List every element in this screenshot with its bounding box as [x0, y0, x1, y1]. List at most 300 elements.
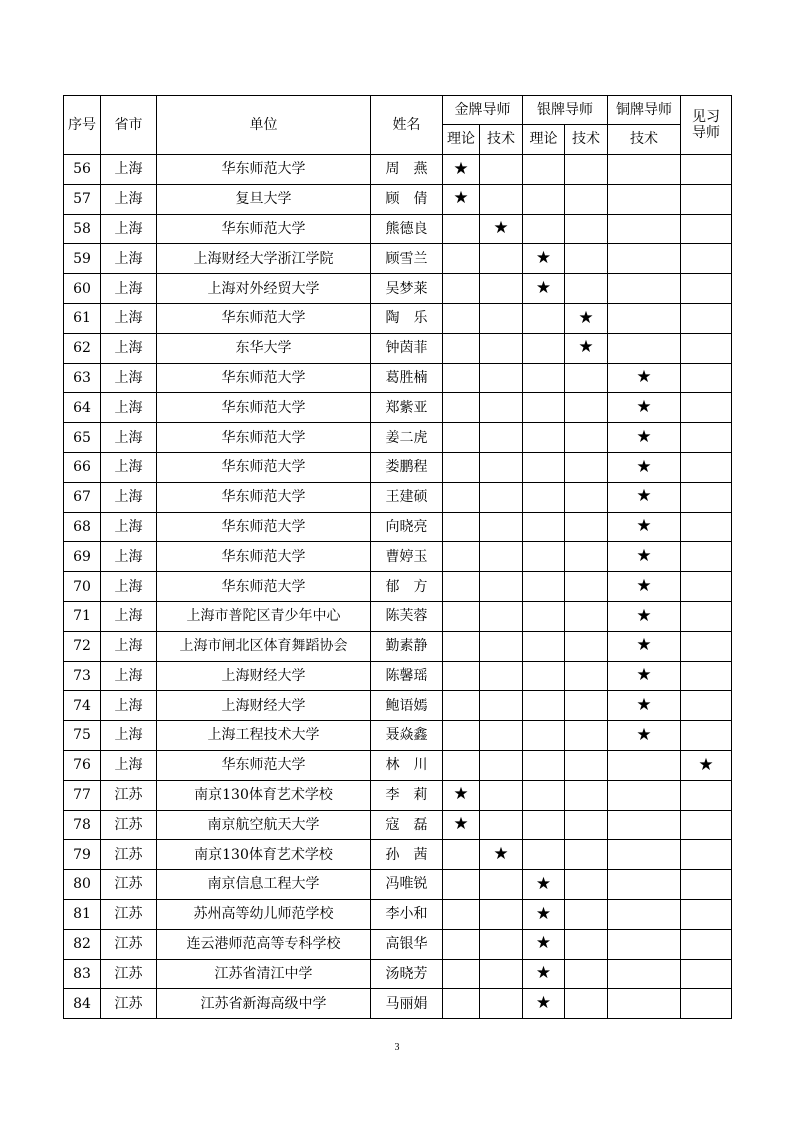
header-silver: 银牌导师	[523, 96, 608, 125]
cell-gold-theory	[443, 721, 480, 751]
cell-silver-theory	[523, 631, 565, 661]
cell-bronze-tech	[608, 482, 681, 512]
row-province: 江苏	[101, 810, 157, 840]
cell-bronze-tech	[608, 989, 681, 1019]
row-province: 上海	[101, 363, 157, 393]
row-province: 上海	[101, 631, 157, 661]
row-province: 上海	[101, 452, 157, 482]
star-icon: ★	[535, 873, 552, 894]
cell-bronze-tech	[608, 631, 681, 661]
row-seq: 77	[64, 780, 101, 810]
cell-intern	[681, 810, 732, 840]
cell-gold-tech	[480, 631, 523, 661]
cell-intern	[681, 780, 732, 810]
star-icon: ★	[535, 963, 552, 984]
star-icon: ★	[453, 158, 469, 179]
cell-silver-tech	[565, 929, 608, 959]
row-province: 上海	[101, 691, 157, 721]
row-name: 林 川	[371, 750, 443, 780]
row-unit: 华东师范大学	[157, 423, 371, 453]
star-icon: ★	[636, 516, 652, 537]
row-province: 上海	[101, 542, 157, 572]
cell-bronze-tech	[608, 303, 681, 333]
row-seq: 64	[64, 393, 101, 423]
row-seq: 72	[64, 631, 101, 661]
table-row	[64, 542, 732, 572]
cell-bronze-tech	[608, 870, 681, 900]
table-row	[64, 840, 732, 870]
star-icon: ★	[578, 337, 594, 358]
star-icon: ★	[636, 635, 652, 656]
cell-silver-tech	[565, 810, 608, 840]
row-province: 上海	[101, 303, 157, 333]
row-name: 姜二虎	[371, 423, 443, 453]
row-seq: 67	[64, 482, 101, 512]
header-bronze-tech: 技术	[608, 125, 681, 155]
row-unit: 华东师范大学	[157, 452, 371, 482]
cell-gold-theory	[443, 989, 480, 1019]
row-seq: 59	[64, 244, 101, 274]
star-icon: ★	[453, 784, 469, 805]
cell-silver-theory	[523, 661, 565, 691]
row-unit: 东华大学	[157, 333, 371, 363]
cell-gold-tech	[480, 512, 523, 542]
row-province: 上海	[101, 214, 157, 244]
header-name: 姓名	[371, 96, 443, 155]
star-icon: ★	[636, 575, 652, 596]
row-unit: 华东师范大学	[157, 542, 371, 572]
mentor-table	[63, 95, 732, 1019]
cell-bronze-tech	[608, 214, 681, 244]
cell-intern	[681, 572, 732, 602]
row-unit: 上海财经大学	[157, 691, 371, 721]
cell-gold-theory	[443, 661, 480, 691]
row-seq: 81	[64, 899, 101, 929]
row-name: 葛胜楠	[371, 363, 443, 393]
cell-gold-theory	[443, 691, 480, 721]
cell-silver-theory	[523, 274, 565, 304]
star-icon: ★	[636, 665, 652, 686]
row-unit: 华东师范大学	[157, 155, 371, 185]
cell-intern	[681, 870, 732, 900]
cell-silver-tech	[565, 661, 608, 691]
cell-silver-tech	[565, 482, 608, 512]
row-name: 顾雪兰	[371, 244, 443, 274]
cell-gold-tech	[480, 899, 523, 929]
cell-silver-theory	[523, 214, 565, 244]
row-name: 陶 乐	[371, 303, 443, 333]
cell-silver-theory	[523, 899, 565, 929]
row-unit: 复旦大学	[157, 184, 371, 214]
row-unit: 华东师范大学	[157, 750, 371, 780]
cell-bronze-tech	[608, 452, 681, 482]
row-province: 江苏	[101, 840, 157, 870]
page-number: 3	[394, 1042, 400, 1053]
header-seq: 序号	[64, 96, 101, 155]
cell-gold-tech	[480, 303, 523, 333]
star-icon: ★	[453, 188, 469, 209]
cell-silver-tech	[565, 512, 608, 542]
cell-silver-theory	[523, 303, 565, 333]
table-row	[64, 989, 732, 1019]
cell-silver-theory	[523, 780, 565, 810]
cell-silver-theory	[523, 512, 565, 542]
cell-gold-theory	[443, 601, 480, 631]
cell-gold-theory	[443, 929, 480, 959]
row-name: 陈芙蓉	[371, 601, 443, 631]
row-seq: 65	[64, 423, 101, 453]
row-unit: 上海市闸北区体育舞蹈协会	[157, 631, 371, 661]
cell-gold-tech	[480, 244, 523, 274]
header-silver-theory: 理论	[523, 125, 565, 155]
header-unit: 单位	[157, 96, 371, 155]
table-row	[64, 482, 732, 512]
cell-silver-tech	[565, 214, 608, 244]
cell-intern	[681, 363, 732, 393]
cell-bronze-tech	[608, 572, 681, 602]
row-seq: 62	[64, 333, 101, 363]
row-unit: 华东师范大学	[157, 572, 371, 602]
row-province: 江苏	[101, 870, 157, 900]
row-name: 郁 方	[371, 572, 443, 602]
table-row	[64, 155, 732, 185]
row-seq: 60	[64, 274, 101, 304]
cell-gold-tech	[480, 184, 523, 214]
cell-gold-tech	[480, 750, 523, 780]
cell-gold-theory	[443, 572, 480, 602]
cell-bronze-tech	[608, 959, 681, 989]
cell-bronze-tech	[608, 750, 681, 780]
row-name: 王建硕	[371, 482, 443, 512]
cell-silver-theory	[523, 572, 565, 602]
table-row	[64, 452, 732, 482]
cell-gold-theory	[443, 840, 480, 870]
cell-gold-theory	[443, 542, 480, 572]
table-row	[64, 750, 732, 780]
cell-gold-tech	[480, 959, 523, 989]
row-name: 汤晓芳	[371, 959, 443, 989]
cell-silver-theory	[523, 155, 565, 185]
table-row	[64, 572, 732, 602]
row-seq: 70	[64, 572, 101, 602]
star-icon: ★	[698, 754, 714, 775]
row-unit: 江苏省新海高级中学	[157, 989, 371, 1019]
cell-gold-tech	[480, 274, 523, 304]
cell-bronze-tech	[608, 393, 681, 423]
row-seq: 66	[64, 452, 101, 482]
header-province: 省市	[101, 96, 157, 155]
star-icon: ★	[636, 397, 652, 417]
row-name: 勤素静	[371, 631, 443, 661]
row-seq: 68	[64, 512, 101, 542]
cell-gold-theory	[443, 810, 480, 840]
table-row	[64, 661, 732, 691]
row-unit: 华东师范大学	[157, 393, 371, 423]
table-row	[64, 393, 732, 423]
cell-gold-theory	[443, 274, 480, 304]
cell-intern	[681, 214, 732, 244]
cell-gold-theory	[443, 452, 480, 482]
cell-silver-theory	[523, 601, 565, 631]
cell-silver-theory	[523, 810, 565, 840]
cell-silver-tech	[565, 721, 608, 751]
row-seq: 69	[64, 542, 101, 572]
cell-gold-tech	[480, 661, 523, 691]
table-body	[64, 155, 732, 1019]
cell-gold-tech	[480, 721, 523, 751]
row-seq: 76	[64, 750, 101, 780]
table-row	[64, 244, 732, 274]
row-province: 上海	[101, 423, 157, 453]
cell-bronze-tech	[608, 899, 681, 929]
cell-gold-theory	[443, 899, 480, 929]
cell-gold-theory	[443, 482, 480, 512]
cell-silver-tech	[565, 423, 608, 453]
cell-silver-tech	[565, 959, 608, 989]
cell-intern	[681, 482, 732, 512]
cell-silver-tech	[565, 274, 608, 304]
cell-gold-theory	[443, 870, 480, 900]
cell-intern	[681, 631, 732, 661]
row-province: 上海	[101, 750, 157, 780]
cell-gold-theory	[443, 184, 480, 214]
row-unit: 上海工程技术大学	[157, 721, 371, 751]
row-name: 陈馨瑶	[371, 661, 443, 691]
cell-silver-theory	[523, 244, 565, 274]
cell-gold-tech	[480, 363, 523, 393]
table-row	[64, 214, 732, 244]
cell-silver-tech	[565, 303, 608, 333]
cell-intern	[681, 333, 732, 363]
row-unit: 连云港师范高等专科学校	[157, 929, 371, 959]
header-bronze: 铜牌导师	[608, 96, 681, 125]
cell-silver-theory	[523, 870, 565, 900]
cell-silver-tech	[565, 691, 608, 721]
cell-bronze-tech	[608, 184, 681, 214]
cell-gold-theory	[443, 155, 480, 185]
cell-bronze-tech	[608, 333, 681, 363]
star-icon: ★	[535, 992, 552, 1013]
cell-silver-tech	[565, 452, 608, 482]
row-unit: 华东师范大学	[157, 512, 371, 542]
cell-silver-tech	[565, 840, 608, 870]
row-province: 江苏	[101, 989, 157, 1019]
cell-intern	[681, 184, 732, 214]
row-unit: 华东师范大学	[157, 363, 371, 393]
header-gold-tech: 技术	[480, 125, 523, 155]
cell-silver-tech	[565, 899, 608, 929]
star-icon: ★	[535, 248, 552, 269]
cell-silver-tech	[565, 572, 608, 602]
cell-silver-tech	[565, 870, 608, 900]
cell-silver-theory	[523, 750, 565, 780]
row-unit: 南京130体育艺术学校	[157, 780, 371, 810]
table-row	[64, 899, 732, 929]
row-name: 郑紫亚	[371, 393, 443, 423]
table-row	[64, 631, 732, 661]
row-unit: 江苏省清江中学	[157, 959, 371, 989]
cell-gold-tech	[480, 155, 523, 185]
cell-bronze-tech	[608, 929, 681, 959]
row-name: 聂焱鑫	[371, 721, 443, 751]
cell-bronze-tech	[608, 155, 681, 185]
cell-gold-tech	[480, 780, 523, 810]
cell-silver-tech	[565, 601, 608, 631]
row-name: 钟茵菲	[371, 333, 443, 363]
cell-silver-tech	[565, 155, 608, 185]
cell-silver-tech	[565, 244, 608, 274]
cell-gold-tech	[480, 810, 523, 840]
row-name: 马丽娟	[371, 989, 443, 1019]
cell-gold-tech	[480, 333, 523, 363]
star-icon: ★	[535, 903, 552, 924]
star-icon: ★	[636, 724, 652, 745]
row-seq: 58	[64, 214, 101, 244]
row-unit: 上海财经大学浙江学院	[157, 244, 371, 274]
table-row	[64, 184, 732, 214]
cell-intern	[681, 750, 732, 780]
row-name: 周 燕	[371, 155, 443, 185]
cell-gold-tech	[480, 572, 523, 602]
cell-bronze-tech	[608, 780, 681, 810]
table-row	[64, 601, 732, 631]
star-icon: ★	[453, 814, 469, 835]
cell-intern	[681, 601, 732, 631]
row-province: 上海	[101, 572, 157, 602]
cell-silver-tech	[565, 363, 608, 393]
row-province: 上海	[101, 244, 157, 274]
cell-silver-theory	[523, 989, 565, 1019]
cell-bronze-tech	[608, 244, 681, 274]
star-icon: ★	[636, 605, 652, 626]
row-name: 曹婷玉	[371, 542, 443, 572]
header-intern: 见习 导师	[681, 96, 732, 155]
row-unit: 华东师范大学	[157, 214, 371, 244]
cell-gold-theory	[443, 750, 480, 780]
cell-gold-theory	[443, 512, 480, 542]
cell-intern	[681, 155, 732, 185]
row-province: 上海	[101, 333, 157, 363]
row-name: 孙 茜	[371, 840, 443, 870]
cell-silver-theory	[523, 363, 565, 393]
cell-gold-theory	[443, 363, 480, 393]
row-name: 高银华	[371, 929, 443, 959]
star-icon: ★	[535, 933, 552, 954]
cell-bronze-tech	[608, 542, 681, 572]
cell-intern	[681, 542, 732, 572]
row-province: 上海	[101, 274, 157, 304]
star-icon: ★	[636, 694, 652, 715]
cell-bronze-tech	[608, 601, 681, 631]
row-province: 上海	[101, 482, 157, 512]
row-province: 江苏	[101, 959, 157, 989]
cell-intern	[681, 899, 732, 929]
table-row	[64, 691, 732, 721]
row-name: 顾 倩	[371, 184, 443, 214]
cell-intern	[681, 452, 732, 482]
cell-silver-tech	[565, 780, 608, 810]
row-unit: 南京航空航天大学	[157, 810, 371, 840]
table-row	[64, 959, 732, 989]
row-province: 上海	[101, 184, 157, 214]
cell-gold-tech	[480, 214, 523, 244]
cell-gold-tech	[480, 929, 523, 959]
cell-silver-theory	[523, 691, 565, 721]
header-silver-tech: 技术	[565, 125, 608, 155]
cell-intern	[681, 512, 732, 542]
table-row	[64, 274, 732, 304]
cell-silver-tech	[565, 184, 608, 214]
cell-intern	[681, 244, 732, 274]
row-seq: 75	[64, 721, 101, 751]
cell-silver-tech	[565, 393, 608, 423]
cell-gold-theory	[443, 303, 480, 333]
cell-gold-theory	[443, 333, 480, 363]
row-seq: 80	[64, 870, 101, 900]
row-province: 上海	[101, 721, 157, 751]
row-province: 江苏	[101, 780, 157, 810]
row-seq: 82	[64, 929, 101, 959]
row-unit: 南京130体育艺术学校	[157, 840, 371, 870]
cell-gold-tech	[480, 542, 523, 572]
row-province: 江苏	[101, 899, 157, 929]
table-row	[64, 303, 732, 333]
table-row	[64, 810, 732, 840]
cell-intern	[681, 393, 732, 423]
row-name: 吴梦莱	[371, 274, 443, 304]
row-seq: 74	[64, 691, 101, 721]
cell-silver-theory	[523, 393, 565, 423]
cell-gold-theory	[443, 393, 480, 423]
table-row	[64, 363, 732, 393]
row-seq: 61	[64, 303, 101, 333]
row-name: 寇 磊	[371, 810, 443, 840]
star-icon: ★	[578, 307, 594, 328]
row-province: 上海	[101, 393, 157, 423]
cell-intern	[681, 929, 732, 959]
cell-bronze-tech	[608, 691, 681, 721]
row-seq: 57	[64, 184, 101, 214]
cell-silver-theory	[523, 542, 565, 572]
cell-gold-tech	[480, 870, 523, 900]
cell-silver-tech	[565, 542, 608, 572]
star-icon: ★	[493, 218, 509, 239]
cell-gold-theory	[443, 959, 480, 989]
row-province: 上海	[101, 155, 157, 185]
star-icon: ★	[636, 545, 652, 566]
star-icon: ★	[535, 277, 552, 298]
cell-bronze-tech	[608, 423, 681, 453]
cell-gold-tech	[480, 601, 523, 631]
table-row	[64, 512, 732, 542]
table-row	[64, 721, 732, 751]
header-gold: 金牌导师	[443, 96, 523, 125]
row-unit: 上海市普陀区青少年中心	[157, 601, 371, 631]
cell-bronze-tech	[608, 721, 681, 751]
cell-silver-theory	[523, 929, 565, 959]
row-name: 鲍语嫣	[371, 691, 443, 721]
row-unit: 上海财经大学	[157, 661, 371, 691]
table-row	[64, 929, 732, 959]
row-seq: 83	[64, 959, 101, 989]
star-icon: ★	[493, 843, 509, 864]
cell-intern	[681, 721, 732, 751]
cell-silver-tech	[565, 333, 608, 363]
row-seq: 63	[64, 363, 101, 393]
cell-gold-tech	[480, 989, 523, 1019]
cell-bronze-tech	[608, 840, 681, 870]
star-icon: ★	[636, 486, 652, 507]
